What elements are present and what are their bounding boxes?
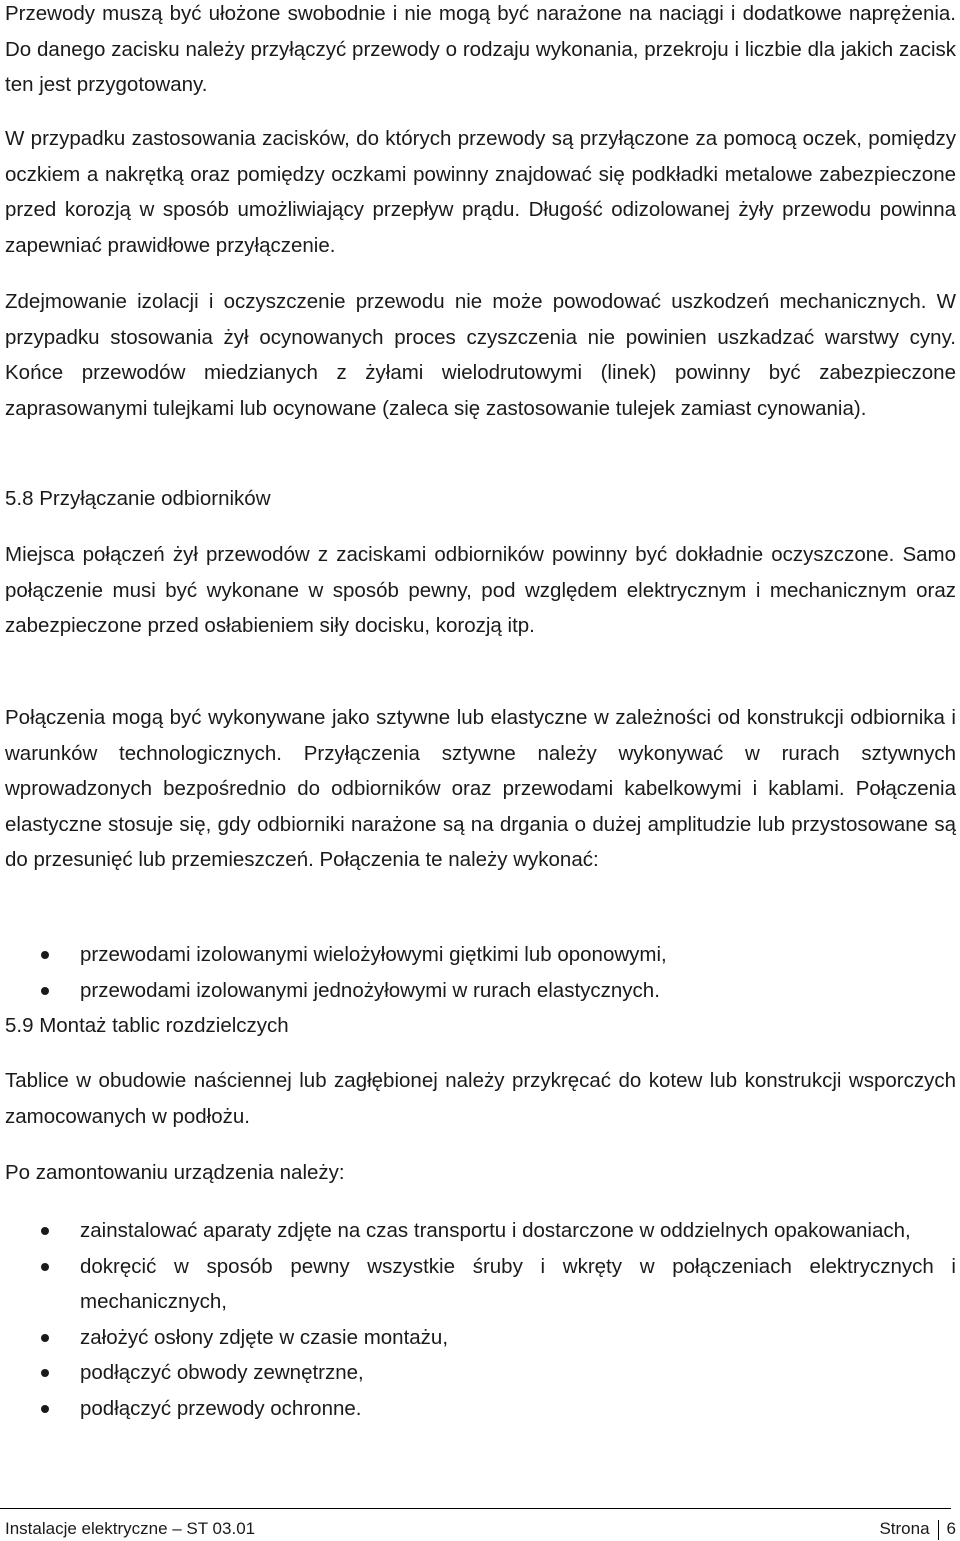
footer-document-title: Instalacje elektryczne – ST 03.01 — [5, 1519, 256, 1538]
section-heading-5-9: 5.9 Montaż tablic rozdzielczych — [5, 1014, 289, 1037]
paragraph-after-installation: Po zamontowaniu urządzenia należy: — [5, 1161, 345, 1184]
bullet-list-connections — [5, 937, 956, 1008]
footer-page-number — [879, 1518, 956, 1540]
list-item: zainstalować aparaty zdjęte na czas transportu i dostarczone w oddzielnych opakowaniach, — [5, 1213, 956, 1249]
list-item: podłączyć przewody ochronne. — [5, 1391, 956, 1427]
bullet-icon — [41, 1405, 49, 1413]
page-number: 6 — [946, 1519, 956, 1538]
footer-separator — [938, 1520, 939, 1540]
paragraph-connection-types: Połączenia mogą być wykonywane jako sztywne lub elastyczne w zależności od konstrukcji odbiornika i warunków technologicznych. Przyłączenia sztywne należy wykonywać w rurach sztywnych wprowadzonych bezpośrednio do odbiorników oraz przewodami kabelkowymi i kablami. Połączenia elastyczne stosuje się, gdy odbiorniki narażone są na drgania o dużej amplitudzie lub przystosowane są do przesunięć lub przemieszczeń. Połączenia te należy wykonać: — [5, 706, 956, 872]
bullet-icon — [41, 1334, 49, 1342]
list-item: przewodami izolowanymi jednożyłowymi w rurach elastycznych. — [5, 973, 956, 1009]
footer-divider — [0, 1508, 951, 1509]
page-label: Strona — [879, 1519, 930, 1538]
section-heading-5-8: 5.8 Przyłączanie odbiorników — [5, 487, 271, 510]
list-item: przewodami izolowanymi wielożyłowymi giętkimi lub oponowymi, — [5, 937, 956, 973]
paragraph-connection-points: Miejsca połączeń żył przewodów z zaciskami odbiorników powinny być dokładnie oczyszczone. Samo połączenie musi być wykonane w sposób pewny, pod względem elektrycznym i mechanicznym oraz zabezpieczone przed osłabieniem siły docisku, korozją itp. — [5, 543, 956, 638]
paragraph-lug-terminals: W przypadku zastosowania zacisków, do których przewody są przyłączone za pomocą oczek, pomiędzy oczkiem a nakrętką oraz pomiędzy oczkami powinny znajdować się podkładki metalowe zabezpieczone przed korozją w sposób umożliwiający przepływ prądu. Długość odizolowanej żyły przewodu powinna zapewniać prawidłowe przyłączenie. — [5, 127, 956, 257]
bullet-list-installation-steps — [5, 1213, 956, 1427]
paragraph-panel-mounting: Tablice w obudowie naściennej lub zagłębionej należy przykręcać do kotew lub konstrukcji wsporczych zamocowanych w podłożu. — [5, 1069, 956, 1128]
paragraph-cable-laying: Przewody muszą być ułożone swobodnie i nie mogą być narażone na naciągi i dodatkowe naprężenia. Do danego zacisku należy przyłączyć przewody o rodzaju wykonania, przekroju i liczbie dla jakich zacisk ten jest przygotowany. — [5, 2, 956, 97]
list-item: założyć osłony zdjęte w czasie montażu, — [5, 1320, 956, 1356]
bullet-icon — [41, 951, 49, 959]
bullet-icon — [41, 1227, 49, 1235]
list-item: podłączyć obwody zewnętrzne, — [5, 1355, 956, 1391]
bullet-icon — [41, 987, 49, 995]
bullet-icon — [41, 1263, 49, 1271]
list-item: dokręcić w sposób pewny wszystkie śruby i wkręty w połączeniach elektrycznych i mechanicznych, — [5, 1249, 956, 1320]
bullet-icon — [41, 1369, 49, 1377]
paragraph-insulation-stripping: Zdejmowanie izolacji i oczyszczenie przewodu nie może powodować uszkodzeń mechanicznych. W przypadku stosowania żył ocynowanych proces czyszczenia nie powinien uszkadzać warstwy cyny. Końce przewodów miedzianych z żyłami wielodrutowymi (linek) powinny być zabezpieczone zaprasowanymi tulejkami lub ocynowane (zaleca się zastosowanie tulejek zamiast cynowania). — [5, 290, 956, 420]
